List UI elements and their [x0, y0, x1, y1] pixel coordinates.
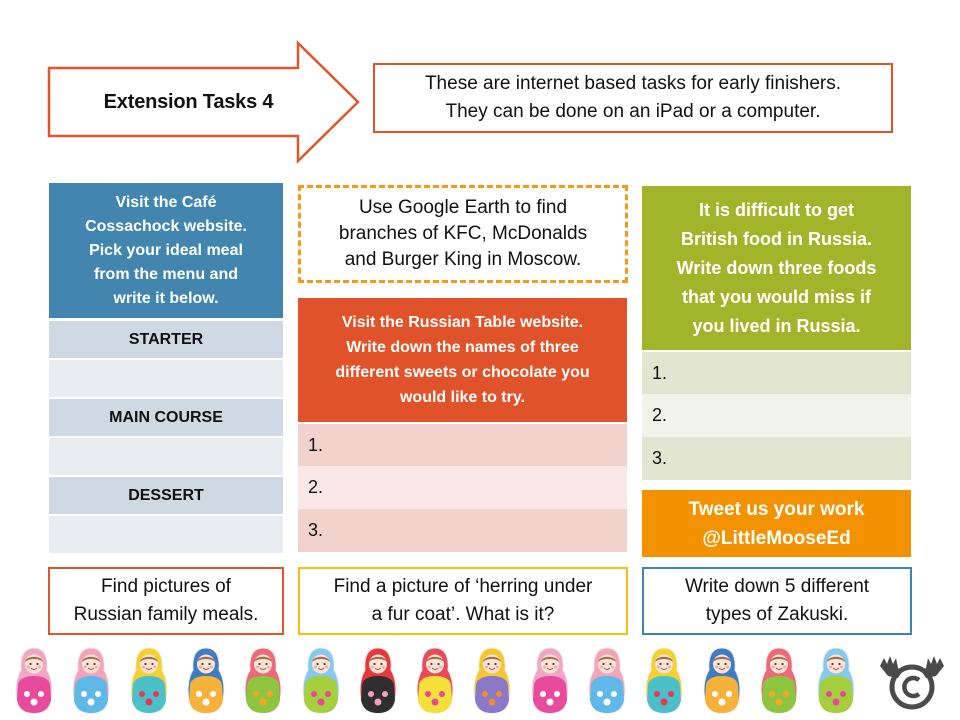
matryoshka-doll-icon	[816, 646, 856, 714]
matryoshka-doll-icon	[301, 646, 341, 714]
matryoshka-doll-icon	[129, 646, 169, 714]
matryoshka-doll-icon	[530, 646, 570, 714]
matryoshka-doll-strip	[0, 640, 960, 720]
cafe-task-header	[49, 183, 283, 318]
matryoshka-doll-icon	[186, 646, 226, 714]
title-arrow	[46, 40, 362, 164]
matryoshka-doll-icon	[587, 646, 627, 714]
british-food-task-header	[642, 186, 911, 350]
dessert-label: DESSERT	[49, 477, 283, 514]
intro-line: These are internet based tasks for early finishers.	[424, 73, 842, 94]
british-task-line: you lived in Russia.	[692, 315, 861, 336]
starter-answer-field[interactable]	[49, 360, 283, 397]
british-task-line: It is difficult to get	[698, 199, 854, 220]
cafe-task-line: Pick your ideal meal	[89, 241, 243, 259]
cafe-task-line: Visit the Café	[115, 193, 217, 211]
matryoshka-doll-icon	[71, 646, 111, 714]
cafe-task-line: Cossachock website.	[85, 217, 247, 235]
matryoshka-doll-icon	[14, 646, 54, 714]
matryoshka-doll-icon	[702, 646, 742, 714]
main-course-label: MAIN COURSE	[49, 399, 283, 436]
sweets-task-line: Write down the names of three	[346, 339, 579, 356]
moose-copyright-logo-icon	[878, 652, 946, 710]
herring-task	[298, 567, 628, 635]
british-answer-list	[642, 352, 911, 480]
matryoshka-doll-icon	[472, 646, 512, 714]
british-answer-row-2[interactable]: 2.	[642, 394, 911, 437]
matryoshka-doll-icon	[358, 646, 398, 714]
google-earth-task	[298, 185, 628, 283]
google-task-line: Use Google Earth to find	[358, 197, 568, 218]
sweets-answer-row-1[interactable]: 1.	[298, 424, 627, 466]
page-title: Extension Tasks 4	[103, 90, 274, 113]
main-course-answer-field[interactable]	[49, 438, 283, 475]
sweets-task-header	[298, 298, 627, 422]
zakuski-task	[642, 567, 912, 635]
matryoshka-doll-icon	[415, 646, 455, 714]
google-task-line: and Burger King in Moscow.	[344, 249, 582, 270]
british-task-line: that you would miss if	[681, 286, 871, 307]
cafe-task-line: from the menu and	[93, 265, 238, 283]
sweets-answer-row-2[interactable]: 2.	[298, 466, 627, 509]
british-task-line: British food in Russia.	[680, 228, 872, 249]
british-task-line: Write down three foods	[676, 257, 877, 278]
tweet-banner	[642, 490, 911, 557]
herring-task-line: a fur coat’. What is it?	[371, 604, 555, 625]
tweet-line: Tweet us your work	[688, 498, 865, 520]
cafe-task-line: write it below.	[113, 289, 219, 307]
intro-line: They can be done on an iPad or a computer.	[445, 101, 821, 122]
google-task-line: branches of KFC, McDonalds	[338, 223, 588, 244]
sweets-answer-row-3[interactable]: 3.	[298, 509, 627, 552]
family-task-line: Find pictures of	[101, 576, 231, 597]
family-meals-task	[48, 567, 284, 635]
sweets-task-line: Visit the Russian Table website.	[341, 314, 584, 331]
zakuski-task-line: types of Zakuski.	[705, 604, 849, 625]
matryoshka-doll-icon	[759, 646, 799, 714]
matryoshka-doll-icon	[243, 646, 283, 714]
intro-box	[373, 63, 893, 133]
sweets-answer-list	[298, 424, 627, 552]
dessert-answer-field[interactable]	[49, 516, 283, 553]
twitter-handle[interactable]: @LittleMooseEd	[702, 527, 851, 549]
sweets-task-line: would like to try.	[399, 389, 526, 406]
matryoshka-doll-icon	[644, 646, 684, 714]
sweets-task-line: different sweets or chocolate you	[335, 364, 590, 381]
herring-task-line: Find a picture of ‘herring under	[333, 576, 593, 597]
family-task-line: Russian family meals.	[73, 604, 259, 625]
zakuski-task-line: Write down 5 different	[684, 576, 870, 597]
starter-label: STARTER	[49, 321, 283, 358]
british-answer-row-3[interactable]: 3.	[642, 437, 911, 480]
british-answer-row-1[interactable]: 1.	[642, 352, 911, 394]
